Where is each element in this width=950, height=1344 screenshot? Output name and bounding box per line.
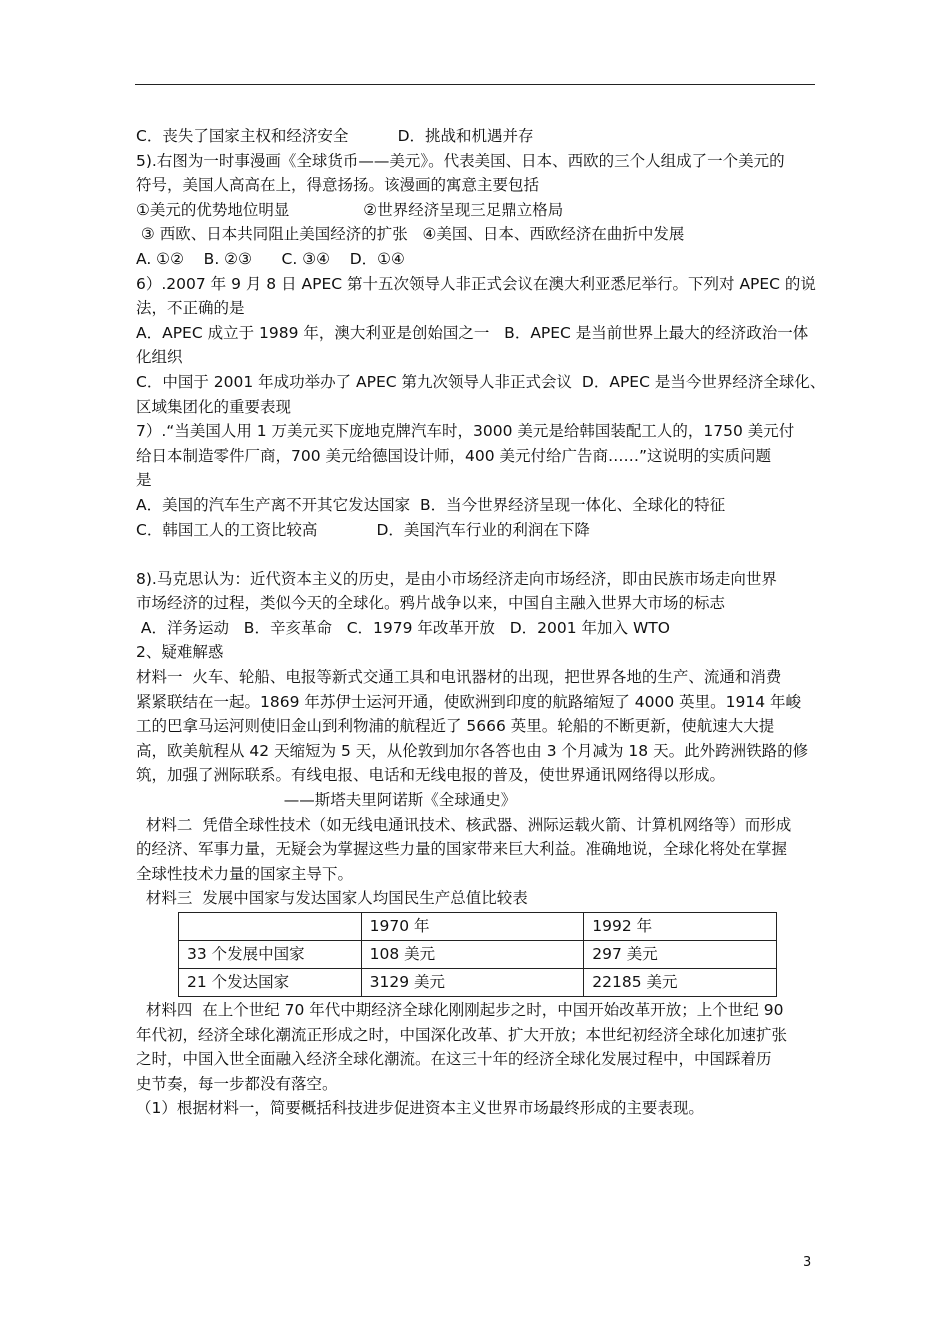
table-cell: 22185 美元 — [584, 969, 777, 997]
table-cell: 297 美元 — [584, 941, 777, 969]
blank-line — [136, 542, 818, 567]
table-header-row — [179, 913, 777, 941]
text-line: A．美国的汽车生产离不开其它发达国家 B．当今世界经济呈现一体化、全球化的特征 — [136, 495, 726, 514]
section-heading: 2、疑难解惑 — [136, 643, 224, 662]
text-line: 7）.“当美国人用 1 万美元买下庞地克牌汽车时，3000 美元是给韩国装配工人的，1750 美元付 — [136, 422, 795, 441]
questions-section — [136, 124, 826, 542]
text-line: C．韩国工人的工资比较高 D．美国汽车行业的利润在下降 — [136, 520, 590, 539]
text-line: 8).马克思认为：近代资本主义的历史，是由小市场经济走向市场经济，即由民族市场走向世界 — [136, 569, 777, 588]
text-line: 是 — [136, 471, 152, 490]
page-number: 3 — [803, 1255, 812, 1270]
text-line: A．洋务运动 B．辛亥革命 C．1979 年改革开放 D．2001 年加入 WTO — [136, 618, 670, 637]
text-line: 史节奏，每一步都没有落空。 — [136, 1074, 338, 1093]
text-line: 的经济、军事力量，无疑会为掌握这些力量的国家带来巨大利益。准确地说，全球化将处在掌握 — [136, 840, 788, 859]
text-line: 紧紧联结在一起。1869 年苏伊士运河开通，使欧洲到印度的航路缩短了 4000 英里。1914 年峻 — [136, 692, 802, 711]
table-cell: 1992 年 — [584, 913, 777, 941]
materials-section — [136, 567, 818, 911]
table-caption: 材料三 发展中国家与发达国家人均国民生产总值比较表 — [136, 889, 528, 908]
text-line: 年代初，经济全球化潮流正形成之时，中国深化改革、扩大开放；本世纪初经济全球化加速扩张 — [136, 1025, 788, 1044]
text-line: A. ①② B. ②③ C. ③④ D．①④ — [136, 249, 405, 268]
text-line: 筑，加强了洲际联系。有线电报、电话和无线电报的普及，使世界通讯网络得以形成。 — [136, 766, 726, 785]
text-line: ①美元的优势地位明显 ②世界经济呈现三足鼎立格局 — [136, 200, 564, 219]
citation-line: ——斯塔夫里阿诺斯《全球通史》 — [136, 791, 517, 810]
text-line: 高，欧美航程从 42 天缩短为 5 天，从伦敦到加尔各答也由 3 个月减为 18 天。此外跨洲铁路的修 — [136, 741, 809, 760]
document-body — [136, 124, 826, 1121]
text-line: 市场经济的过程，类似今天的全球化。鸦片战争以来，中国自主融入世界大市场的标志 — [136, 594, 726, 613]
material-four-section — [136, 998, 818, 1121]
text-line: 符号，美国人高高在上，得意扬扬。该漫画的寓意主要包括 — [136, 176, 540, 195]
text-line: 材料二 凭借全球性技术（如无线电通讯技术、核武器、洲际运载火箭、计算机网络等）而形成 — [136, 815, 792, 834]
text-line: 区域集团化的重要表现 — [136, 397, 292, 416]
text-line: C．丧失了国家主权和经济安全 D．挑战和机遇并存 — [136, 127, 534, 145]
text-line: 之时，中国入世全面融入经济全球化潮流。在这三十年的经济全球化发展过程中，中国踩着历 — [136, 1050, 772, 1069]
table-cell: 1970 年 — [361, 913, 584, 941]
table-cell: 108 美元 — [361, 941, 584, 969]
text-line: 给日本制造零件厂商，700 美元给德国设计师，400 美元付给广告商……”这说明的实质问题 — [136, 446, 772, 465]
table-cell — [179, 913, 362, 941]
text-line: C．中国于 2001 年成功举办了 APEC 第九次领导人非正式会议 D．APEC 是当今世界经济全球化、 — [136, 372, 826, 391]
text-line: 工的巴拿马运河则使旧金山到利物浦的航程近了 5666 英里。轮船的不断更新，使航速大大提 — [136, 717, 775, 736]
text-line: 法，不正确的是 — [136, 299, 245, 318]
text-line: 5).右图为一时事漫画《全球货币——美元》。代表美国、日本、西欧的三个人组成了一个美元的 — [136, 151, 785, 170]
table-row — [179, 941, 777, 969]
table-cell: 3129 美元 — [361, 969, 584, 997]
text-line: ③ 西欧、日本共同阻止美国经济的扩张 ④美国、日本、西欧经济在曲折中发展 — [136, 225, 685, 244]
text-line: 6）.2007 年 9 月 8 日 APEC 第十五次领导人非正式会议在澳大利亚悉尼举行。下列对 APEC 的说 — [136, 274, 816, 293]
question-line: （1）根据材料一，简要概括科技进步促进资本主义世界市场最终形成的主要表现。 — [136, 1099, 704, 1118]
table-cell: 33 个发展中国家 — [179, 941, 362, 969]
text-line: 材料四 在上个世纪 70 年代中期经济全球化刚刚起步之时，中国开始改革开放；上个世纪 90 — [136, 1001, 784, 1019]
text-line: 全球性技术力量的国家主导下。 — [136, 864, 354, 883]
text-line: A．APEC 成立于 1989 年，澳大利亚是创始国之一 B．APEC 是当前世界上最大的经济政治一体 — [136, 323, 809, 342]
table-cell: 21 个发达国家 — [179, 969, 362, 997]
gnp-comparison-table — [178, 912, 777, 997]
header-rule — [135, 84, 815, 85]
text-line: 材料一 火车、轮船、电报等新式交通工具和电讯器材的出现，把世界各地的生产、流通和消费 — [136, 668, 782, 687]
text-line: 化组织 — [136, 348, 183, 367]
table-row — [179, 969, 777, 997]
